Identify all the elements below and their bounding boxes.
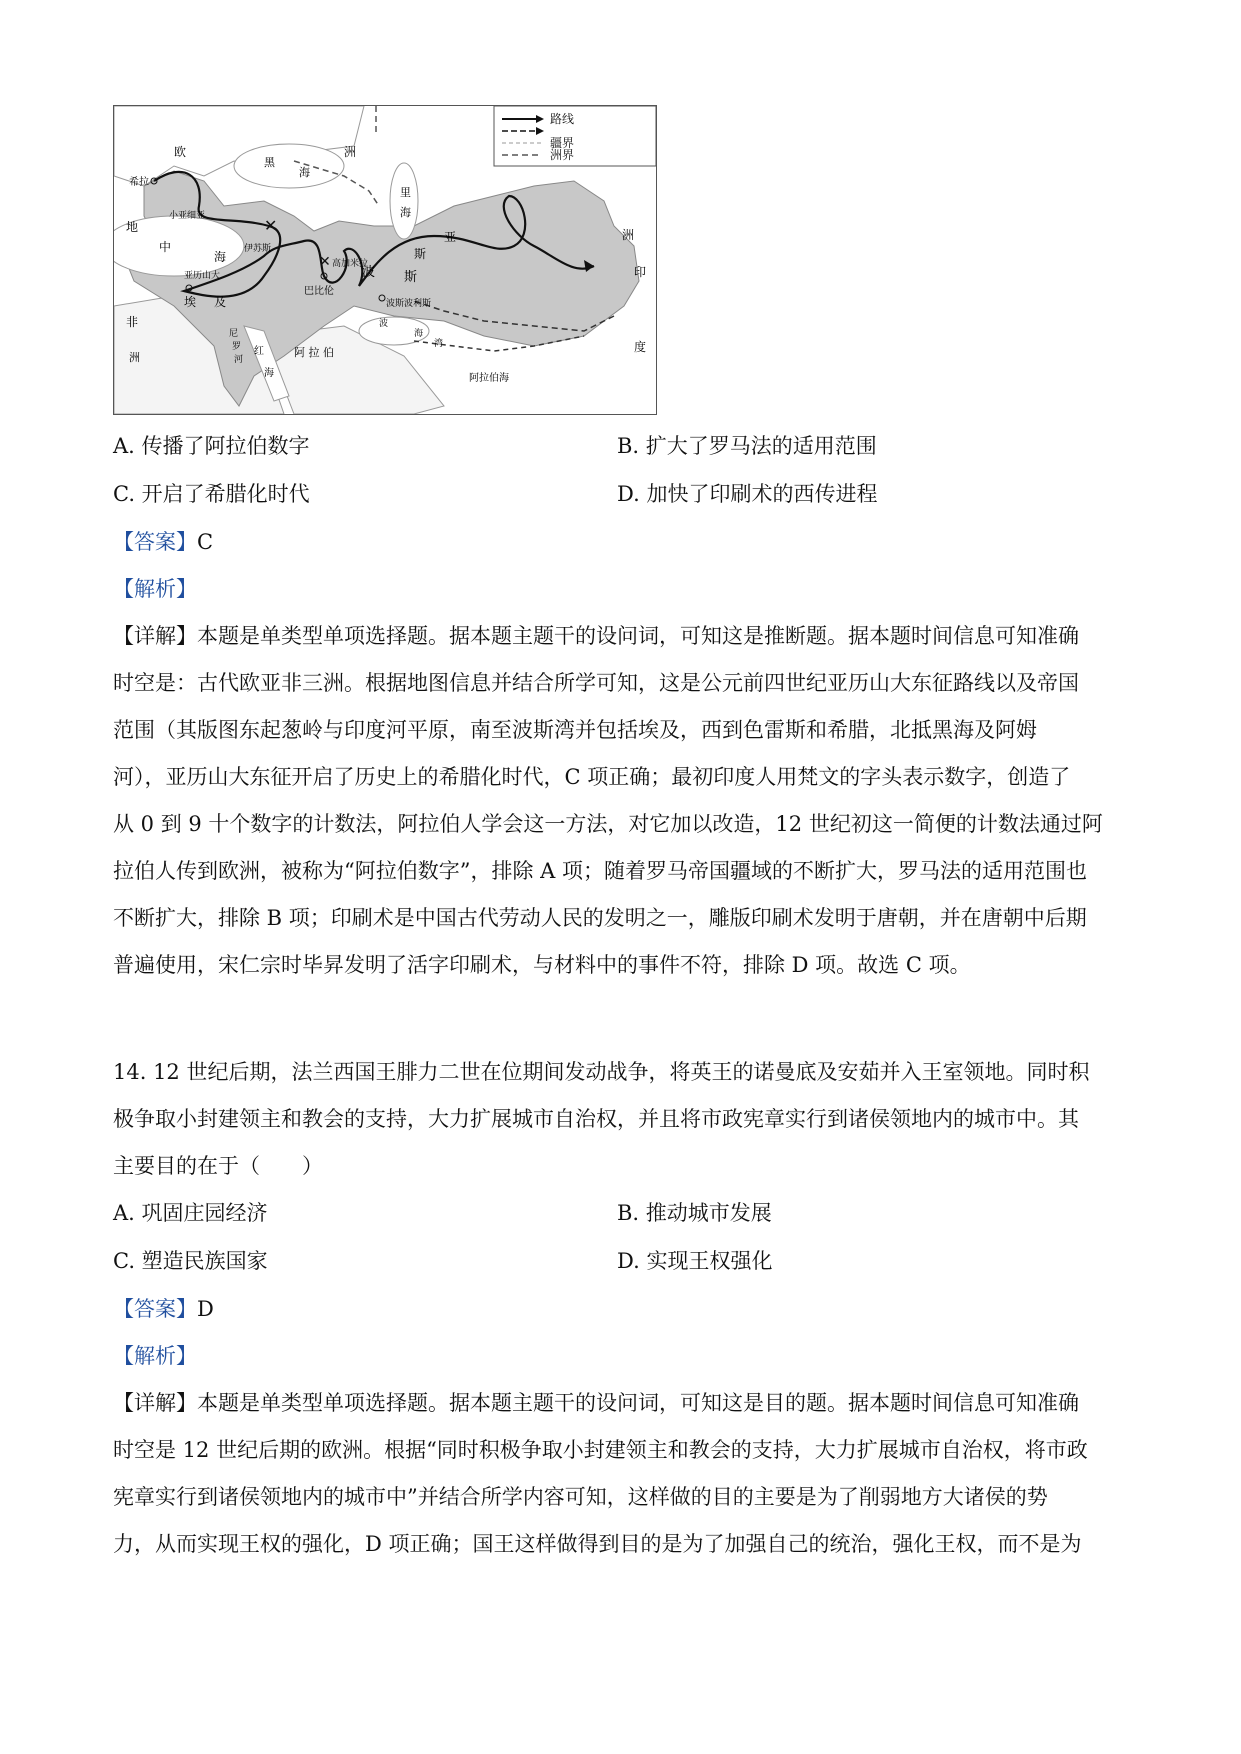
label-zhou-left: 洲 <box>129 351 140 364</box>
q13-option-c: C. 开启了希腊化时代 <box>113 482 310 506</box>
label-wan: 湾 <box>434 339 444 349</box>
label-bo2: 波 <box>379 319 389 329</box>
label-hai4: 海 <box>414 329 424 339</box>
alexander-campaign-map <box>113 105 657 415</box>
label-fei: 非 <box>126 315 139 329</box>
q13-detail-line-2: 时空是：古代欧亚非三洲。根据地图信息并结合所学可知，这是公元前四世纪亚历山大东征路线以及帝国 <box>113 671 1079 695</box>
legend-route: 路线 <box>550 112 575 126</box>
q14-answer <box>113 1294 1123 1324</box>
label-zhong: 中 <box>159 240 172 254</box>
label-lihai: 里 <box>400 186 411 199</box>
caspian-sea <box>390 163 418 239</box>
label-bosi-city: 波斯波利斯 <box>386 299 432 309</box>
answer-tag: 【答案】 <box>113 530 197 554</box>
label-xila: 希拉 <box>129 177 149 188</box>
q13-option-b: B. 扩大了罗马法的适用范围 <box>617 434 877 458</box>
label-zhou-top: 洲 <box>344 145 357 159</box>
q13-option-a: A. 传播了阿拉伯数字 <box>113 434 310 458</box>
battle-mark-gaojia: ✕ <box>319 254 331 270</box>
answer-value: D <box>197 1297 214 1321</box>
label-du: 度 <box>634 340 647 354</box>
q14-detail-line-2: 时空是 12 世纪后期的欧洲。根据“同时积极争取小封建领主和教会的支持，大力扩展城市自治权，将市政 <box>113 1438 1088 1462</box>
black-sea <box>234 144 344 188</box>
q14-option-c: C. 塑造民族国家 <box>113 1249 268 1273</box>
label-lihai2: 海 <box>400 206 411 219</box>
legend-border: 疆界 <box>550 136 575 150</box>
label-alabohai: 阿拉伯海 <box>469 373 509 384</box>
q13-analysis <box>113 574 1123 604</box>
label-si: 斯 <box>404 270 418 285</box>
label-heihai2: 海 <box>299 166 310 179</box>
answer-tag: 【答案】 <box>113 1297 197 1321</box>
legend-continent: 洲界 <box>550 148 575 162</box>
q13-detail-line-3: 范围（其版图东起葱岭与印度河平原，南至波斯湾并包括埃及，西到色雷斯和希腊，北抵黑海及阿姆 <box>113 718 1037 742</box>
label-yin: 印 <box>634 265 647 279</box>
label-xiaoyaxiya: 小亚细亚 <box>169 211 206 221</box>
label-hong: 红 <box>254 346 264 357</box>
detail-text: 本题是单类型单项选择题。据本题主题干的设问词，可知这是目的题。据本题时间信息可知准确 <box>197 1391 1079 1415</box>
answer-value: C <box>197 530 214 554</box>
label-yisuo: 伊苏斯 <box>244 244 272 254</box>
label-ya: 亚 <box>444 230 457 244</box>
label-alabo: 阿 拉 伯 <box>294 346 334 359</box>
q13-detail-line-4: 河），亚历山大东征开启了历史上的希腊化时代，C 项正确；最初印度人用梵文的字头表示数字，创造了 <box>113 765 1071 789</box>
q13-detail-line-7: 不断扩大，排除 B 项；印刷术是中国古代劳动人民的发明之一，雕版印刷术发明于唐朝，并在唐朝中后期 <box>113 906 1087 930</box>
q14-stem-line-1: 14. 12 世纪后期，法兰西国王腓力二世在位期间发动战争，将英王的诺曼底及安茹并入王室领地。同时积 <box>113 1060 1090 1084</box>
q13-detail-line-6: 拉伯人传到欧洲，被称为“阿拉伯数字”，排除 A 项；随着罗马帝国疆域的不断扩大，罗马法的适用范围也 <box>113 859 1087 883</box>
q14-detail-line-3: 宪章实行到诸侯领地内的城市中”并结合所学内容可知，这样做的目的主要是为了削弱地方大诸侯的势 <box>113 1485 1048 1509</box>
label-hai: 海 <box>214 250 227 264</box>
label-hai3: 海 <box>264 368 274 379</box>
label-yalishanda: 亚历山大 <box>184 271 221 281</box>
q14-analysis <box>113 1341 1123 1371</box>
q14-stem-line-3: 主要目的在于（ ） <box>113 1154 323 1178</box>
label-ou: 欧 <box>174 145 187 159</box>
q14-option-a: A. 巩固庄园经济 <box>113 1201 268 1225</box>
analysis-tag: 【解析】 <box>113 577 197 601</box>
label-babilun: 巴比伦 <box>304 286 334 297</box>
label-zhou-right: 洲 <box>622 228 635 242</box>
q14-option-b: B. 推动城市发展 <box>617 1201 772 1225</box>
label-di: 地 <box>126 220 139 234</box>
q13-option-d: D. 加快了印刷术的西传进程 <box>617 482 878 506</box>
detail-tag: 【详解】 <box>113 1391 197 1415</box>
q13-detail-line-5: 从 0 到 9 十个数字的计数法，阿拉伯人学会这一方法，对它加以改造，12 世纪初这一简便的计数法通过阿 <box>113 812 1103 836</box>
legend-box <box>494 106 656 166</box>
label-ji: 及 <box>214 295 227 309</box>
analysis-tag: 【解析】 <box>113 1344 197 1368</box>
q13-detail-line-1 <box>113 621 1123 651</box>
q13-answer <box>113 527 1123 557</box>
detail-text: 本题是单类型单项选择题。据本题主题干的设问词，可知这是推断题。据本题时间信息可知准确 <box>197 624 1079 648</box>
label-si2: 斯 <box>414 247 427 261</box>
label-gaojiamila: 高加米拉 <box>332 259 369 269</box>
label-heihai: 黑 <box>264 156 275 169</box>
q14-detail-line-1 <box>113 1388 1123 1418</box>
q14-option-d: D. 实现王权强化 <box>617 1249 773 1273</box>
q14-detail-line-4: 力，从而实现王权的强化，D 项正确；国王这样做得到目的是为了加强自己的统治，强化王权，而不是为 <box>113 1532 1082 1556</box>
q14-stem-line-2: 极争取小封建领主和教会的支持，大力扩展城市自治权，并且将市政宪章实行到诸侯领地内的城市中。其 <box>113 1107 1079 1131</box>
label-ai: 埃 <box>184 295 197 309</box>
q13-detail-line-8: 普遍使用，宋仁宗时毕昇发明了活字印刷术，与材料中的事件不符，排除 D 项。故选 C 项。 <box>113 953 971 977</box>
detail-tag: 【详解】 <box>113 624 197 648</box>
battle-mark-yisuo: ✕ <box>264 216 278 235</box>
label-ni: 尼 <box>229 329 239 339</box>
label-he: 河 <box>234 355 244 365</box>
label-luo: 罗 <box>232 342 242 352</box>
label-bo: 波 <box>362 265 376 280</box>
map-svg <box>114 106 656 414</box>
